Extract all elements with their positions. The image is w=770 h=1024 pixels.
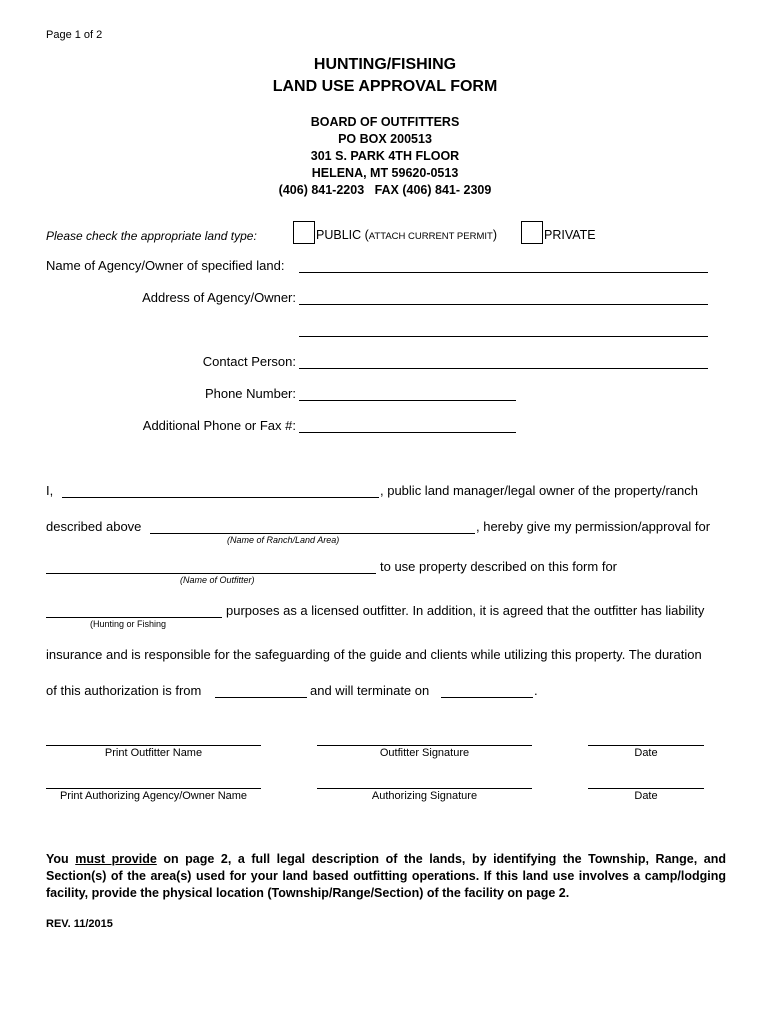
agency-name-field[interactable]: [299, 272, 708, 273]
period: .: [534, 683, 538, 698]
public-close: ): [492, 228, 497, 242]
date1-label: Date: [634, 747, 658, 759]
address-field-line1[interactable]: [299, 304, 708, 305]
print-agency-line[interactable]: [46, 788, 261, 789]
print-agency-label: Print Authorizing Agency/Owner Name: [59, 790, 248, 802]
manager-text: , public land manager/legal owner of the property/ranch: [380, 483, 698, 498]
page-indicator: Page 1 of 2: [46, 29, 103, 41]
contact-person-label: Contact Person:: [202, 354, 296, 369]
authorizing-signature-label: Authorizing Signature: [371, 790, 478, 802]
private-checkbox[interactable]: [521, 221, 543, 244]
additional-phone-field[interactable]: [299, 432, 516, 433]
land-type-prompt: Please check the appropriate land type:: [46, 229, 257, 243]
insurance-text: insurance and is responsible for the safeguarding of the guide and clients while utilizing this property. The duration: [46, 647, 702, 662]
outfitter-signature-line[interactable]: [317, 745, 532, 746]
public-option-label: [316, 228, 497, 242]
start-date-field[interactable]: [215, 697, 307, 698]
ranch-name-field[interactable]: [150, 533, 475, 534]
notice-prefix: You: [46, 852, 76, 866]
board-city: HELENA, MT 59620-0513: [311, 166, 459, 180]
board-phones: (406) 841-2203 FAX (406) 841- 2309: [278, 183, 492, 197]
form-title-line1: HUNTING/FISHING: [313, 56, 457, 73]
address-label: Address of Agency/Owner:: [142, 290, 296, 305]
end-date-field[interactable]: [441, 697, 533, 698]
terminate-text: and will terminate on: [310, 683, 430, 698]
manager-name-field[interactable]: [62, 497, 379, 498]
described-above-text: described above: [46, 519, 142, 534]
permission-text: , hereby give my permission/approval for: [476, 519, 711, 534]
notice-emphasis: must provide: [75, 852, 157, 866]
notice-rest: on page 2, a full legal description of the lands, by identifying the Township, Range, and Section(s) of the area(s) used for your land based outfitting operations. If this land use involves a camp/lodging facility, provide the physical location (Township/Range/Section) of the facility on page 2.: [46, 852, 726, 900]
legal-description-notice: [46, 851, 726, 902]
public-checkbox[interactable]: [293, 221, 315, 244]
private-label: PRIVATE: [544, 228, 596, 242]
date2-label: Date: [634, 790, 658, 802]
authorization-from-text: of this authorization is from: [46, 683, 202, 698]
form-title-line2: LAND USE APPROVAL FORM: [272, 78, 498, 95]
phone-field[interactable]: [299, 400, 516, 401]
outfitter-signature-label: Outfitter Signature: [379, 747, 470, 759]
agency-name-label: Name of Agency/Owner of specified land:: [46, 258, 285, 273]
phone-label: Phone Number:: [204, 386, 296, 401]
board-po-box: PO BOX 200513: [338, 132, 432, 146]
additional-phone-label: Additional Phone or Fax #:: [142, 418, 296, 433]
print-outfitter-label: Print Outfitter Name: [104, 747, 203, 759]
ranch-name-hint: (Name of Ranch/Land Area): [227, 535, 340, 545]
use-property-text: to use property described on this form for: [380, 559, 618, 574]
hunting-fishing-hint: (Hunting or Fishing: [90, 619, 167, 629]
print-outfitter-line[interactable]: [46, 745, 261, 746]
board-name: BOARD OF OUTFITTERS: [310, 115, 460, 129]
date2-line[interactable]: [588, 788, 704, 789]
board-street: 301 S. PARK 4TH FLOOR: [310, 149, 460, 163]
date1-line[interactable]: [588, 745, 704, 746]
purposes-text: purposes as a licensed outfitter. In addition, it is agreed that the outfitter has liability: [226, 603, 705, 618]
contact-person-field[interactable]: [299, 368, 708, 369]
hunting-fishing-field[interactable]: [46, 617, 222, 618]
outfitter-name-field[interactable]: [46, 573, 376, 574]
revision-label: REV. 11/2015: [46, 918, 113, 930]
public-note: ATTACH CURRENT PERMIT: [368, 231, 493, 242]
statement-i: I,: [46, 483, 54, 498]
outfitter-name-hint: (Name of Outfitter): [180, 575, 255, 585]
public-label: PUBLIC (: [316, 228, 369, 242]
address-field-line2[interactable]: [299, 336, 708, 337]
authorizing-signature-line[interactable]: [317, 788, 532, 789]
